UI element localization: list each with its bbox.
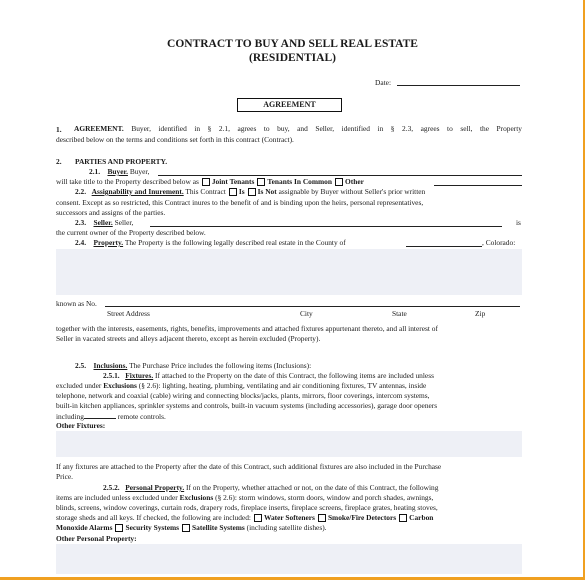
other-personal-property-field[interactable] xyxy=(56,544,522,574)
security-systems-checkbox[interactable] xyxy=(115,524,123,532)
assignability-line-2: consent. Except as so restricted, this Contract inures to the benefit of and is binding upon the heirs, personal representatives, xyxy=(56,198,424,207)
assignable-is-checkbox[interactable] xyxy=(229,188,237,196)
buyer-name-field[interactable] xyxy=(158,175,522,176)
seller-line: 2.3. Seller. Seller, xyxy=(75,218,134,227)
date-field[interactable] xyxy=(397,85,520,86)
section-1-number: 1. xyxy=(56,125,62,134)
seller-name-field[interactable] xyxy=(150,226,502,227)
document-subtitle: (RESIDENTIAL) xyxy=(249,52,336,64)
satellite-systems-checkbox[interactable] xyxy=(182,524,190,532)
property-line-3: together with the interests, easements, rights, benefits, improvements and attached fixtures appurtenant thereto, and all interest of xyxy=(56,324,438,333)
county-field[interactable] xyxy=(406,246,482,247)
inclusions-line: 2.5. Inclusions. The Purchase Price includes the following items (Inclusions): xyxy=(75,361,312,370)
city-label: City xyxy=(300,309,313,318)
section-1-heading: AGREEMENT. xyxy=(74,124,124,133)
other-title-checkbox[interactable] xyxy=(335,178,343,186)
after-fixtures-line-2: Price. xyxy=(56,472,74,481)
agreement-heading: AGREEMENT xyxy=(237,98,342,112)
colorado-label: , Colorado: xyxy=(482,238,516,247)
fixtures-line-3: telephone, network and coaxial (cable) wiring and connecting blocks/jacks, plants, mirrors, floor coverings, intercom systems, xyxy=(56,391,430,400)
address-field[interactable] xyxy=(105,306,520,307)
legal-description-field[interactable] xyxy=(56,249,522,295)
other-fixtures-label: Other Fixtures: xyxy=(56,421,106,430)
fixtures-line-1: 2.5.1. Fixtures. If attached to the Property on the date of this Contract, the following items are included unless xyxy=(103,371,434,380)
seller-is-word: is xyxy=(516,218,521,227)
buyer-line: 2.1. Buyer. Buyer, xyxy=(89,167,150,176)
known-as-label: known as No. xyxy=(56,299,97,308)
zip-label: Zip xyxy=(475,309,486,318)
title-line: will take title to the Property described below as Joint Tenants Tenants In Common Other xyxy=(56,177,364,186)
date-label: Date: xyxy=(375,78,392,87)
street-address-label: Street Address xyxy=(107,309,150,318)
section-2-number: 2. xyxy=(56,157,62,166)
section-2-heading: PARTIES AND PROPERTY. xyxy=(75,157,168,166)
garage-openers-count-field[interactable] xyxy=(84,411,116,419)
state-label: State xyxy=(392,309,407,318)
property-line-4: Seller in vacated streets and alleys adjacent thereto, except as herein excluded (Property). xyxy=(56,334,321,343)
section-1-para: AGREEMENT. Buyer, identified in § 2.1, agrees to buy, and Seller, identified in § 2.3, agrees to sell, the Property xyxy=(74,124,522,133)
joint-tenants-checkbox[interactable] xyxy=(202,178,210,186)
personal-property-line-5: Monoxide Alarms Security Systems Satellite Systems (including satellite dishes). xyxy=(56,523,327,532)
fixtures-line-2: excluded under Exclusions (§ 2.6): lighting, heating, plumbing, ventilating and air conditioning fixtures, TV antennas, inside xyxy=(56,381,427,390)
carbon-monoxide-checkbox[interactable] xyxy=(399,514,407,522)
property-line: 2.4. Property. The Property is the following legally described real estate in the County of xyxy=(75,238,346,247)
personal-property-line-4: storage sheds and all keys. If checked, the following are included: Water Softeners Smoke/Fire Detectors Carbon xyxy=(56,513,434,522)
assignability-line: 2.2. Assignability and Inurement. This Contract Is Is Not assignable by Buyer without Seller's prior written xyxy=(75,187,426,196)
assignability-line-3: successors and assigns of the parties. xyxy=(56,208,166,217)
section-1-line-2: described below on the terms and conditions set forth in this contract (Contract). xyxy=(56,135,294,144)
water-softeners-checkbox[interactable] xyxy=(254,514,262,522)
tenants-in-common-checkbox[interactable] xyxy=(257,178,265,186)
personal-property-line-1: 2.5.2. Personal Property. If on the Property, whether attached or not, on the date of this Contract, the following xyxy=(103,483,439,492)
other-fixtures-field[interactable] xyxy=(56,431,522,457)
personal-property-line-3: blinds, screens, window coverings, curtain rods, drapery rods, fireplace inserts, fireplace screens, fireplace grates, heating stoves, xyxy=(56,503,438,512)
personal-property-line-2: items are included unless excluded under Exclusions (§ 2.6): storm windows, storm doors, window and porch shades, awnings, xyxy=(56,493,434,502)
seller-line-2: the current owner of the Property described below. xyxy=(56,228,206,237)
other-personal-property-label: Other Personal Property: xyxy=(56,534,137,543)
assignable-is-not-checkbox[interactable] xyxy=(248,188,256,196)
other-title-field[interactable] xyxy=(434,185,522,186)
smoke-fire-detectors-checkbox[interactable] xyxy=(318,514,326,522)
fixtures-line-4: built-in kitchen appliances, sprinkler systems and controls, built-in vacuum systems (including accessories), garage door openers xyxy=(56,401,438,410)
document-title: CONTRACT TO BUY AND SELL REAL ESTATE xyxy=(167,38,418,50)
after-fixtures-line-1: If any fixtures are attached to the Property after the date of this Contract, such additional fixtures are also included in the Purchase xyxy=(56,462,442,471)
fixtures-line-5: including remote controls. xyxy=(56,412,166,421)
